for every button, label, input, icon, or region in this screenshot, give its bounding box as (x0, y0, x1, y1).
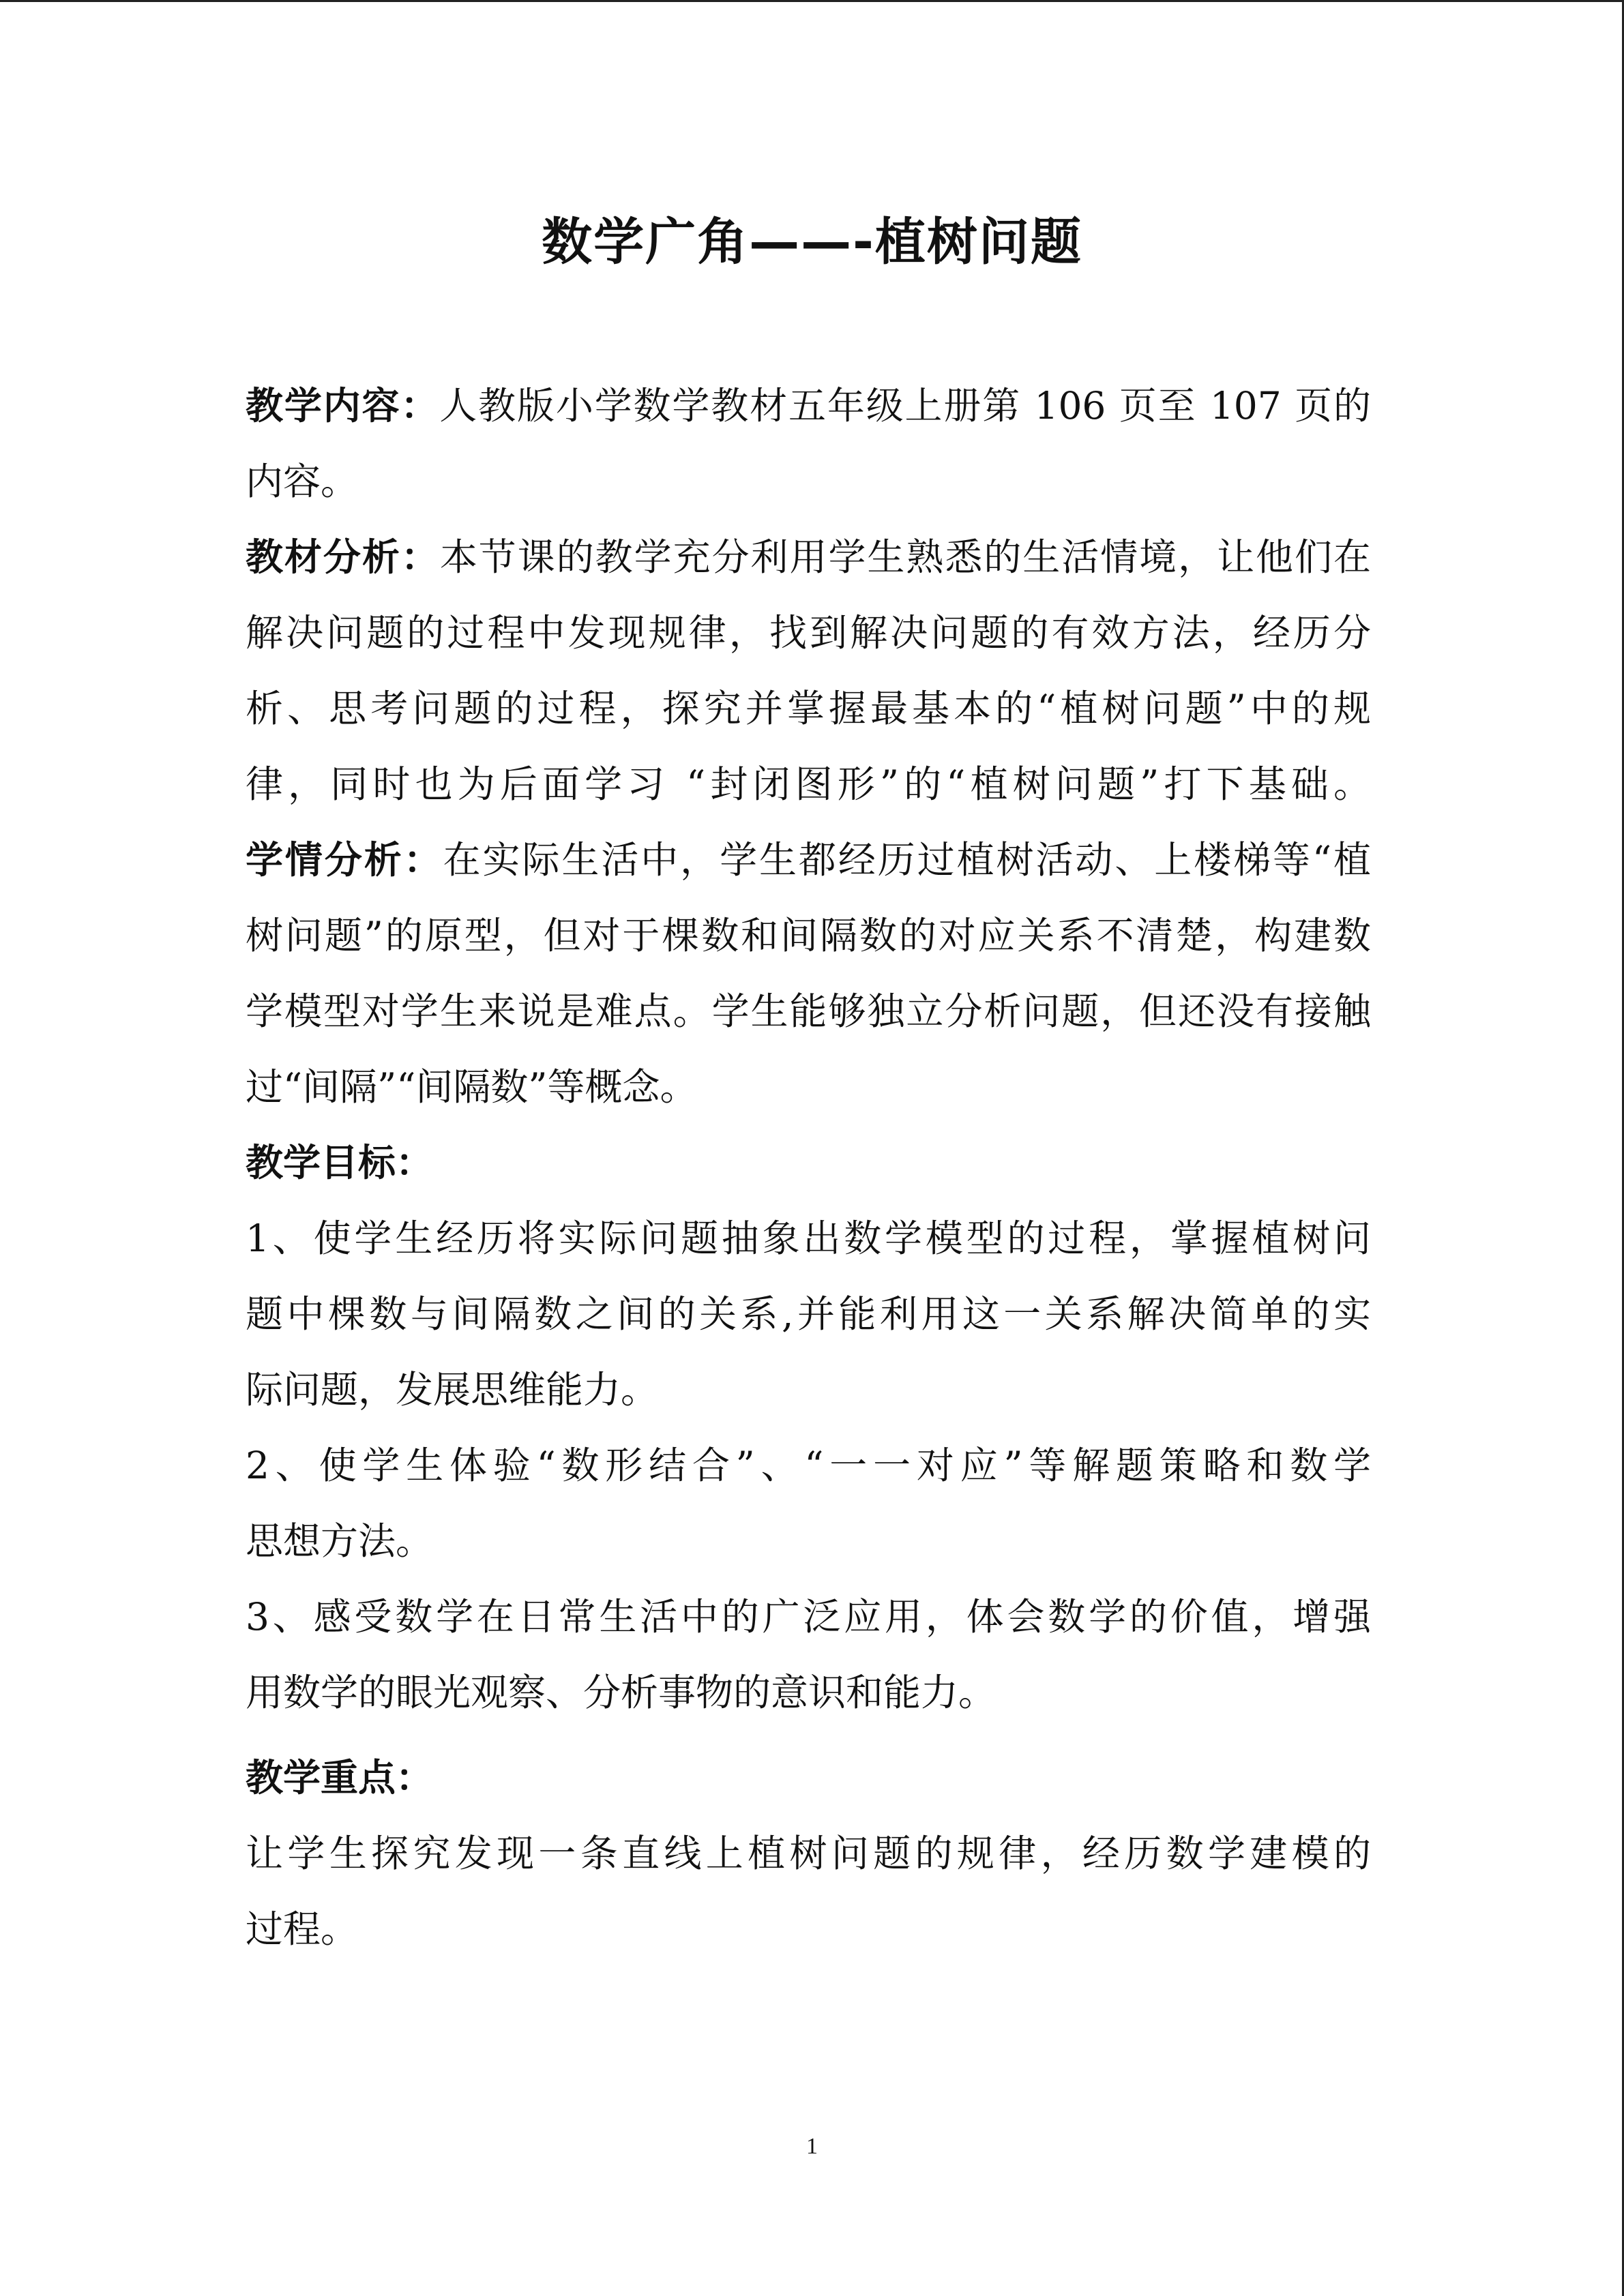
content-label: 教学内容： (246, 384, 440, 428)
document-title: 数学广角——-植树问题 (542, 213, 1082, 271)
objective-item-3-line: 3、感受数学在日常生活中的广泛应用，体会数学的价值，增强 (246, 1595, 1371, 1639)
objective-item-1-line: 题中棵数与间隔数之间的关系,并能利用这一关系解决简单的实 (246, 1292, 1371, 1336)
student-analysis-line: 过“间隔”“间隔数”等概念。 (246, 1065, 698, 1109)
objective-item-1-line: 1、使学生经历将实际问题抽象出数学模型的过程，掌握植树问 (246, 1217, 1371, 1260)
student-analysis-line (246, 822, 1371, 898)
textbook-analysis-label: 教材分析： (246, 535, 440, 579)
key-points-line: 让学生探究发现一条直线上植树问题的规律，经历数学建模的 (246, 1832, 1371, 1875)
objective-item-2-line: 思想方法。 (246, 1519, 434, 1563)
student-analysis-text: 在实际生活中，学生都经历过植树活动、上楼梯等“植 (443, 838, 1371, 882)
textbook-analysis-line: 析、思考问题的过程，探究并掌握最基本的“植树问题”中的规 (246, 687, 1371, 730)
content-text: 人教版小学数学教材五年级上册第 106 页至 107 页的 (439, 384, 1371, 428)
student-analysis-label: 学情分析： (246, 838, 443, 882)
student-analysis-line: 树问题”的原型，但对于棵数和间隔数的对应关系不清楚，构建数 (246, 914, 1371, 957)
content-paragraph-line: 内容。 (246, 460, 359, 503)
textbook-analysis-text: 本节课的教学充分利用学生熟悉的生活情境，让他们在 (439, 535, 1371, 579)
key-points-heading: 教学重点： (246, 1756, 434, 1800)
page-border-top (0, 0, 1624, 2)
content-paragraph-line (246, 368, 1371, 444)
objective-item-1-line: 际问题，发展思维能力。 (246, 1368, 659, 1412)
key-points-line: 过程。 (246, 1907, 359, 1951)
objective-item-3-line: 用数学的眼光观察、分析事物的意识和能力。 (246, 1671, 996, 1714)
textbook-analysis-line: 律，同时也为后面学习 “封闭图形”的“植树问题”打下基础。 (246, 762, 1371, 806)
textbook-analysis-line: 解决问题的过程中发现规律，找到解决问题的有效方法，经历分 (246, 611, 1371, 655)
page-number: 1 (806, 2134, 818, 2159)
student-analysis-line: 学模型对学生来说是难点。学生能够独立分析问题，但还没有接触 (246, 989, 1371, 1033)
objective-item-2-line: 2、使学生体验“数形结合”、“一一对应”等解题策略和数学 (246, 1444, 1371, 1487)
document-body (246, 368, 1371, 1967)
objectives-heading: 教学目标： (246, 1141, 434, 1184)
textbook-analysis-line (246, 520, 1371, 595)
